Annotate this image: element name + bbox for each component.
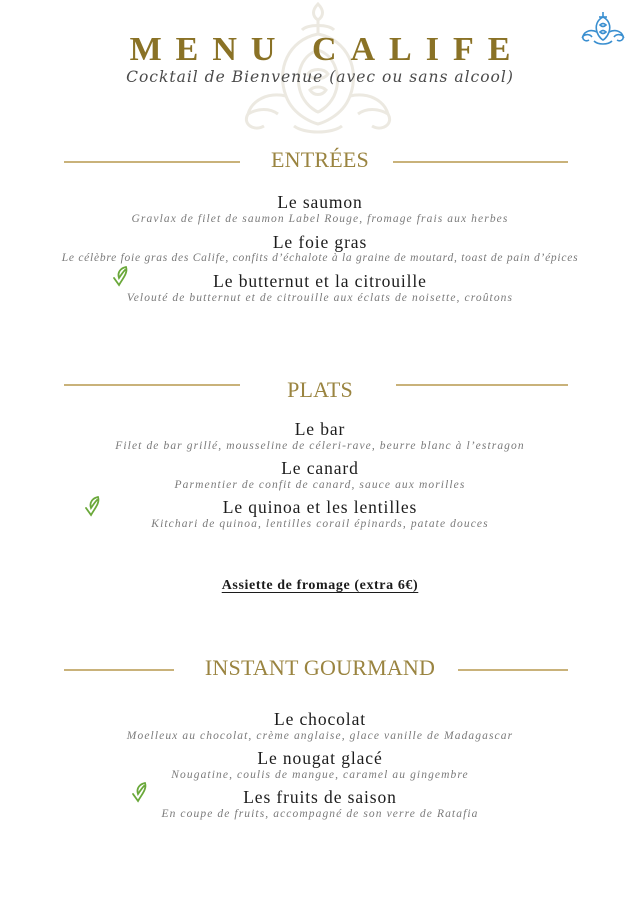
dish-description: Gravlax de filet de saumon Label Rouge, fromage frais aux herbes — [131, 213, 509, 225]
dish-description: Filet de bar grillé, mousseline de céleri-rave, beurre blanc à l’estragon — [115, 440, 525, 452]
dish-name: Le saumon — [277, 192, 363, 212]
menu-subtitle: Cocktail de Bienvenue (avec ou sans alcool) — [126, 68, 514, 86]
menu-title: MENU CALIFE — [129, 31, 525, 68]
dish-name: Les fruits de saison — [243, 787, 397, 807]
dish-name: Le canard — [281, 458, 359, 478]
dish-name: Le foie gras — [272, 232, 368, 252]
dish-name: Le bar — [294, 419, 346, 439]
dish-description: En coupe de fruits, accompagné de son verre de Ratafia — [161, 808, 479, 820]
dish-description: Parmentier de confit de canard, sauce aux morilles — [174, 479, 466, 491]
dish-name: Le nougat glacé — [257, 748, 383, 768]
section-heading-entrees: ENTRÉES — [271, 147, 369, 172]
dish-description: Le célèbre foie gras des Calife, confits d’échalote à la graine de moutard, toast de pain d’épices — [61, 252, 579, 264]
dish-description: Nougatine, coulis de mangue, caramel au gingembre — [171, 769, 469, 781]
dish-description: Kitchari de quinoa, lentilles corail épinards, patate douces — [151, 518, 489, 530]
dish-name: Le quinoa et les lentilles — [222, 497, 418, 517]
dish-description: Velouté de butternut et de citrouille aux éclats de noisette, croûtons — [126, 292, 514, 304]
cheese-plate-extra — [0, 576, 640, 596]
cheese-plate-label: Assiette de fromage (extra 6€) — [221, 578, 419, 593]
section-heading-plats: PLATS — [287, 377, 353, 402]
dish-name: Le butternut et la citrouille — [213, 271, 427, 291]
section-heading-instant-gourmand: INSTANT GOURMAND — [204, 655, 436, 680]
dish-description: Moelleux au chocolat, crème anglaise, glace vanille de Madagascar — [126, 730, 514, 742]
dish-name: Le chocolat — [273, 709, 366, 729]
